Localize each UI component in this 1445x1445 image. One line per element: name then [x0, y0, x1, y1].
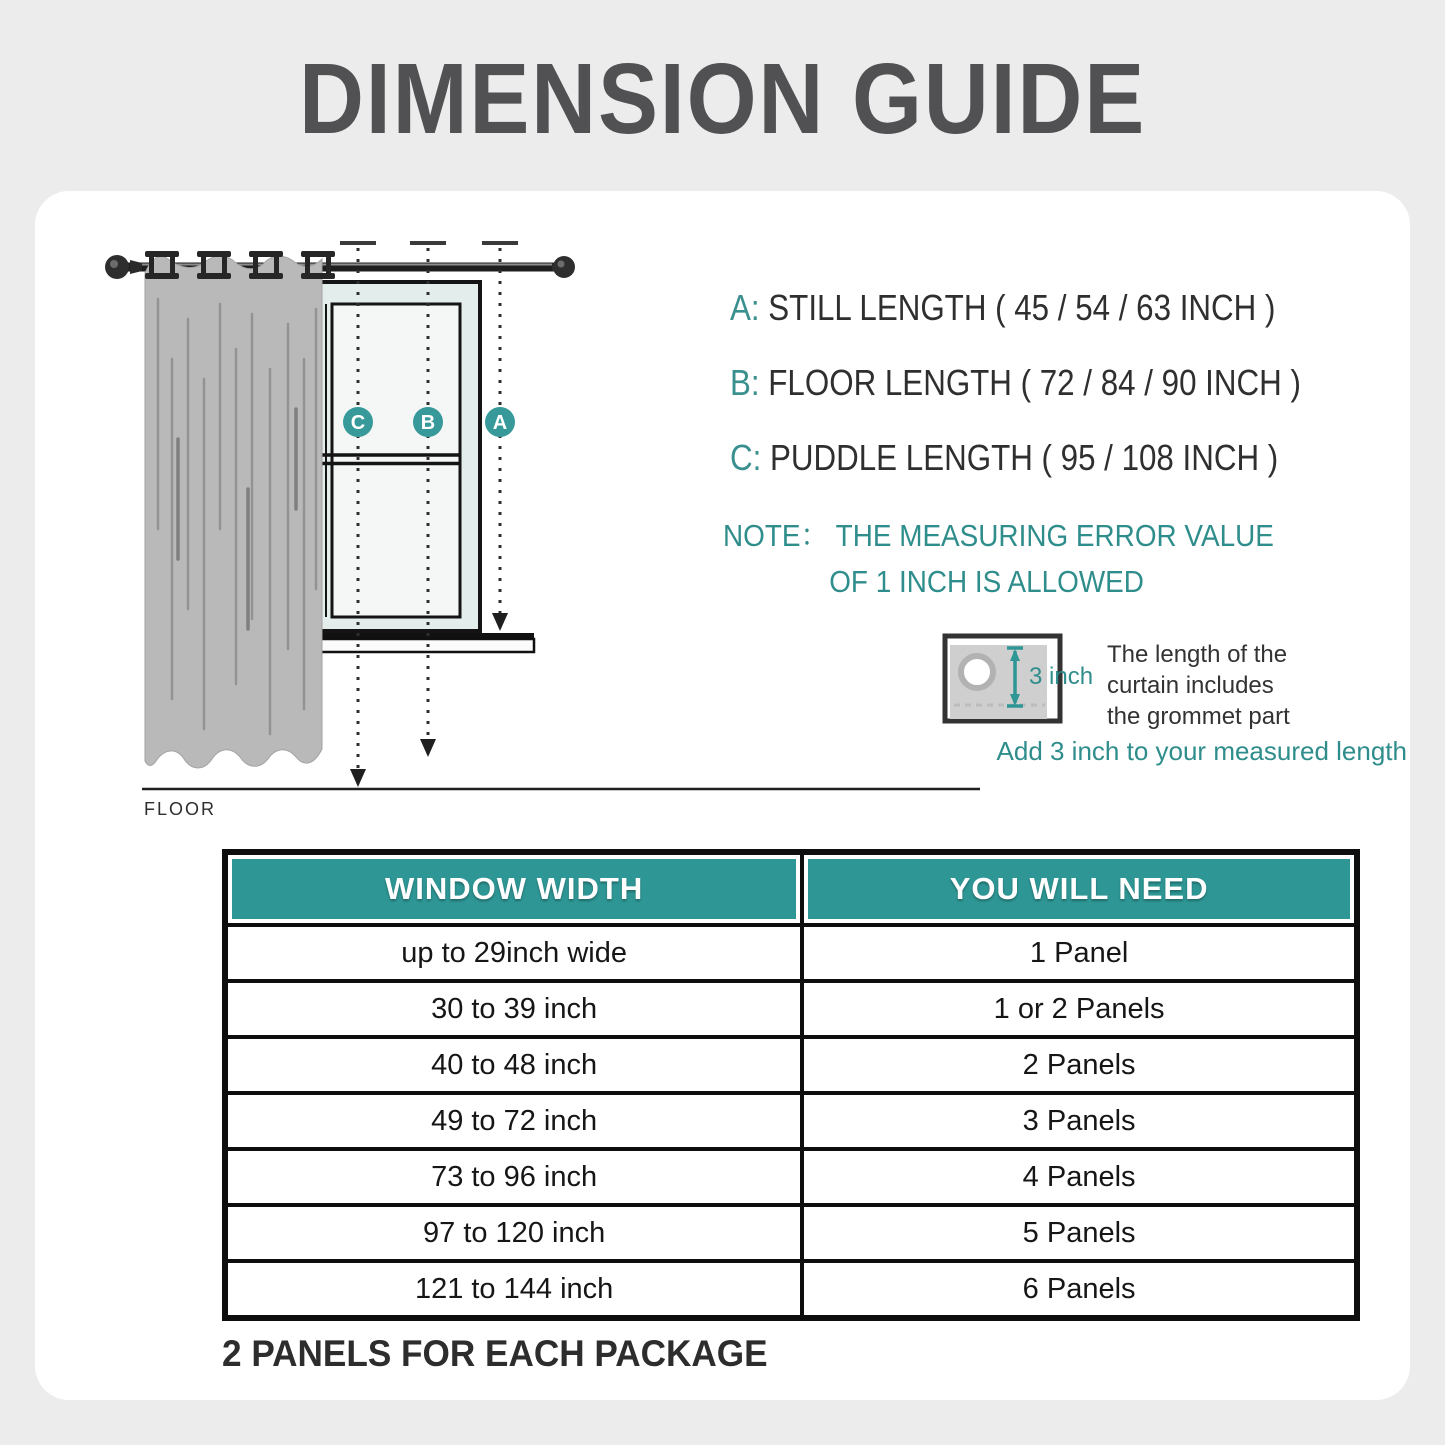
curtain-panel-icon: [145, 256, 322, 768]
length-floor: [730, 362, 1301, 403]
window-sill: [312, 633, 534, 652]
table-row: [225, 1037, 1357, 1093]
window-width-cell: 40 to 48 inch: [225, 1037, 802, 1093]
length-letter-b: B:: [730, 362, 760, 403]
package-note: 2 PANELS FOR EACH PACKAGE: [222, 1333, 768, 1374]
table-row: [225, 1205, 1357, 1261]
header-window-width: WINDOW WIDTH: [232, 859, 796, 919]
table-row: [225, 925, 1357, 981]
note-line2: OF 1 INCH IS ALLOWED: [829, 564, 1144, 599]
marker-b: [413, 407, 443, 437]
note-line1: NOTE： THE MEASURING ERROR VALUE: [723, 518, 1274, 553]
window-width-cell: 121 to 144 inch: [225, 1261, 802, 1318]
length-text-c: PUDDLE LENGTH ( 95 / 108 INCH ): [770, 437, 1279, 478]
floor-label: FLOOR: [144, 799, 217, 819]
panel-size-table: [222, 849, 1360, 1321]
measuring-note: [723, 513, 1335, 605]
grommet-description: The length of the curtain includes the grommet part: [1107, 641, 1290, 730]
window-width-cell: 49 to 72 inch: [225, 1093, 802, 1149]
panels-needed-cell: 2 Panels: [802, 1037, 1357, 1093]
length-legend: [730, 287, 1386, 512]
window-width-cell: 73 to 96 inch: [225, 1149, 802, 1205]
table-row: [225, 1261, 1357, 1318]
svg-text:C: C: [350, 412, 366, 434]
three-inch-label: 3 inch: [1029, 663, 1094, 690]
grommet-icon: [961, 656, 993, 688]
window-illustration: [318, 282, 480, 631]
window-width-cell: up to 29inch wide: [225, 925, 802, 981]
table-row: [225, 1149, 1357, 1205]
panels-needed-cell: 5 Panels: [802, 1205, 1357, 1261]
length-text-a: STILL LENGTH ( 45 / 54 / 63 INCH ): [768, 287, 1276, 328]
panels-needed-cell: 3 Panels: [802, 1093, 1357, 1149]
marker-a: [485, 407, 515, 437]
table-row: [225, 981, 1357, 1037]
marker-c: [343, 407, 373, 437]
length-still: [730, 287, 1301, 328]
content-panel: [35, 191, 1410, 1400]
floor-line: [142, 789, 980, 819]
header-you-will-need: YOU WILL NEED: [808, 859, 1350, 919]
grommet-tip: Add 3 inch to your measured length: [996, 736, 1407, 766]
length-letter-c: C:: [730, 437, 762, 478]
window-width-cell: 30 to 39 inch: [225, 981, 802, 1037]
page-title: DIMENSION GUIDE: [298, 43, 1147, 155]
panels-needed-cell: 6 Panels: [802, 1261, 1357, 1318]
length-puddle: [730, 437, 1301, 478]
length-text-b: FLOOR LENGTH ( 72 / 84 / 90 INCH ): [768, 362, 1301, 403]
panels-needed-cell: 1 Panel: [802, 925, 1357, 981]
svg-text:A: A: [492, 412, 508, 434]
window-width-cell: 97 to 120 inch: [225, 1205, 802, 1261]
panels-needed-cell: 1 or 2 Panels: [802, 981, 1357, 1037]
svg-text:B: B: [420, 412, 436, 434]
length-letter-a: A:: [730, 287, 760, 328]
table-header-row: [225, 852, 1357, 925]
panels-needed-cell: 4 Panels: [802, 1149, 1357, 1205]
table-row: [225, 1093, 1357, 1149]
